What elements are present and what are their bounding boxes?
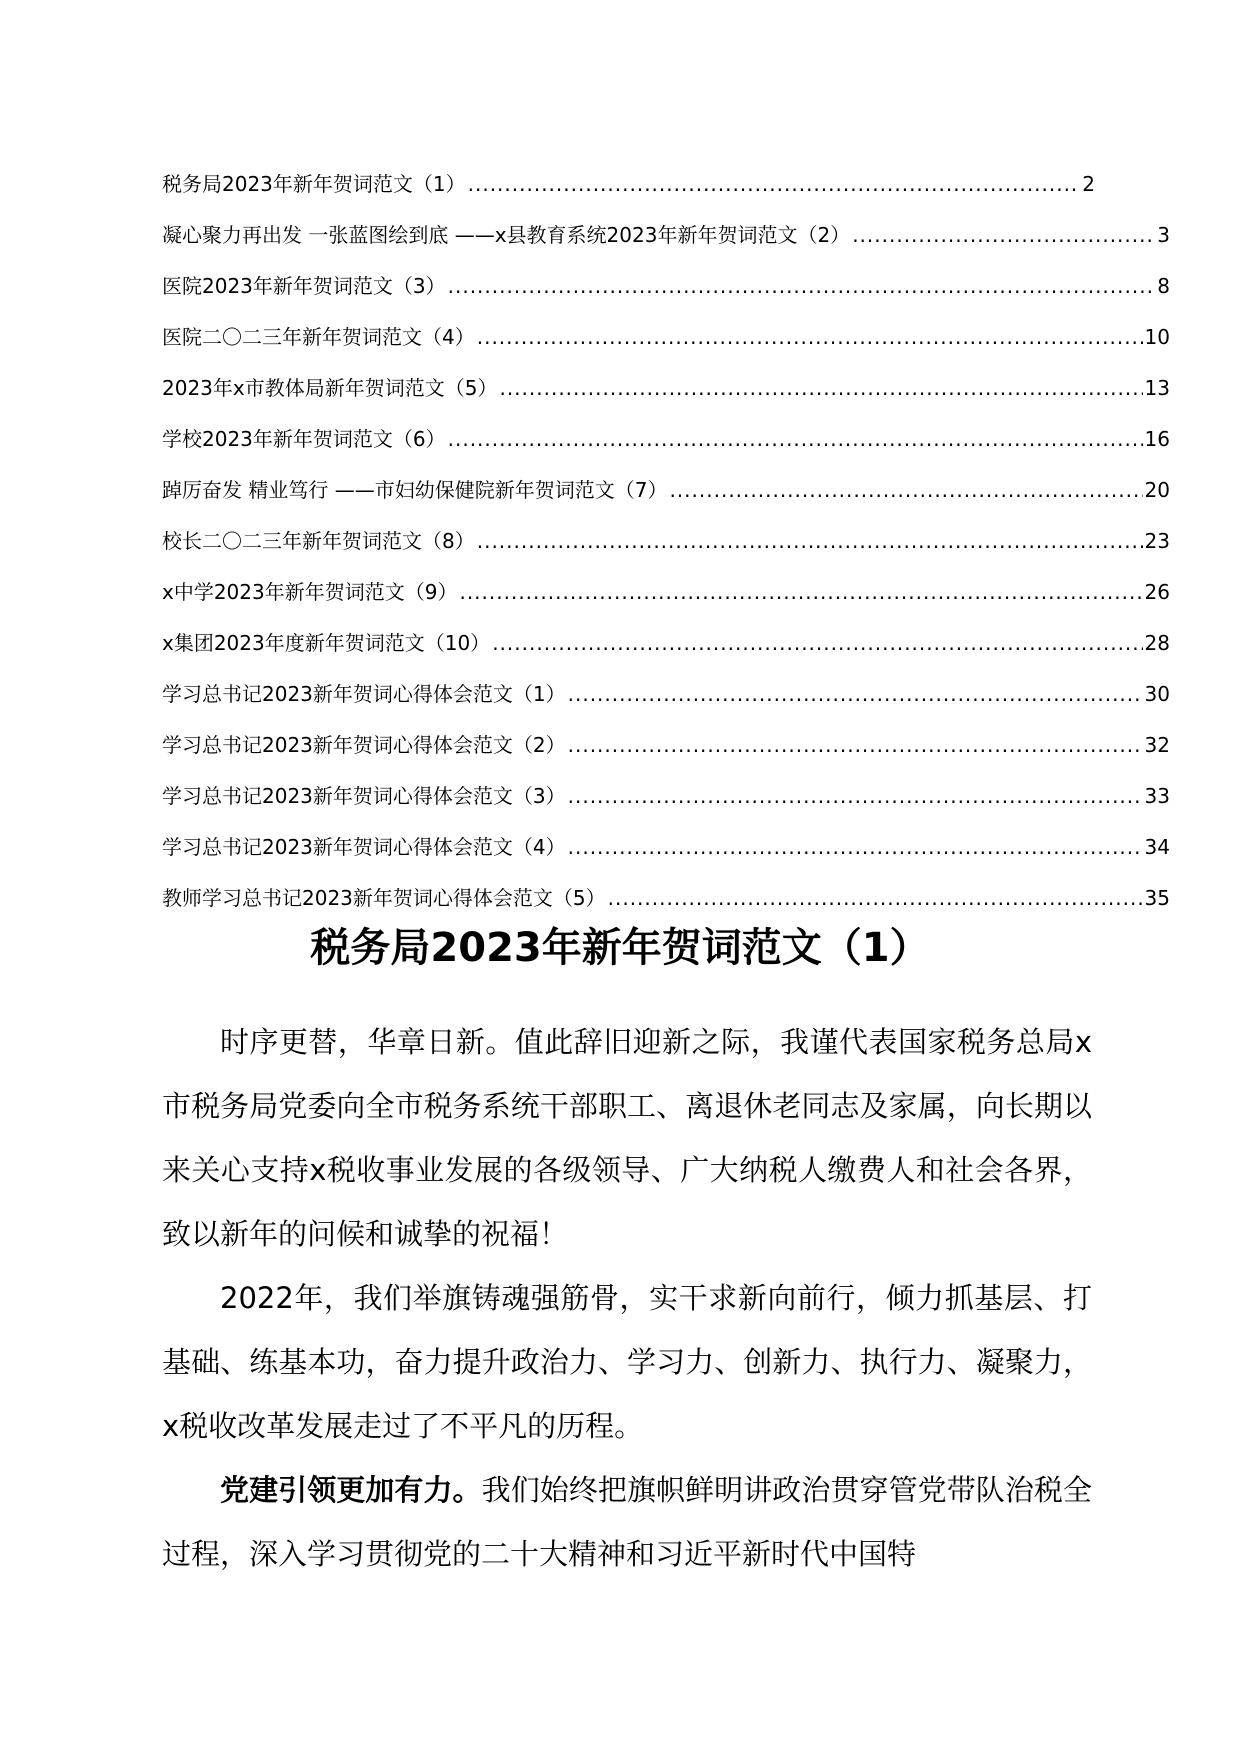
toc-entry[interactable]	[162, 454, 1170, 505]
toc-entry[interactable]	[162, 862, 1170, 913]
toc-entry-title: 学习总书记2023新年贺词心得体会范文（2）	[162, 733, 566, 757]
toc-entry-page: 28	[1144, 631, 1170, 655]
toc-entry-title: 2023年x市教体局新年贺词范文（5）	[162, 376, 498, 400]
toc-entry-title: 医院二〇二三年新年贺词范文（4）	[162, 325, 475, 349]
toc-entry-page: 23	[1144, 529, 1170, 553]
toc-leader-dots	[492, 628, 1142, 658]
paragraph-text: 2022年，我们举旗铸魂强筋骨，实干求新向前行，倾力抓基层、打基础、练基本功，奋力提升政治力、学习力、创新力、执行力、凝聚力，x税收改革发展走过了不平凡的历程。	[162, 1281, 1092, 1443]
toc-leader-dots	[568, 781, 1143, 811]
toc-leader-dots	[568, 832, 1143, 862]
toc-entry-title: 学习总书记2023新年贺词心得体会范文（4）	[162, 835, 566, 859]
toc-leader-dots	[568, 679, 1143, 709]
toc-entry[interactable]	[162, 709, 1170, 760]
toc-entry-title: 踔厉奋发 精业笃行 ——市妇幼保健院新年贺词范文（7）	[162, 478, 668, 502]
toc-entry-page: 3	[1157, 223, 1170, 247]
paragraph-text: 我们始终把旗帜鲜明讲政治贯穿管党带队治税全过程，深入学习贯彻党的二十大精神和习近平新时代中国特	[162, 1473, 1092, 1571]
toc-entry-title: 校长二〇二三年新年贺词范文（8）	[162, 529, 475, 553]
toc-entry[interactable]	[162, 658, 1170, 709]
toc-entry-title: 医院2023年新年贺词范文（3）	[162, 274, 446, 298]
toc-entry[interactable]	[162, 556, 1170, 607]
toc-leader-dots	[568, 730, 1143, 760]
paragraph	[162, 1458, 1092, 1586]
toc-entry-page: 16	[1144, 427, 1170, 451]
toc-entry[interactable]	[162, 607, 1170, 658]
document-heading: 税务局2023年新年贺词范文（1）	[310, 925, 930, 971]
toc-entry-page: 10	[1144, 325, 1170, 349]
toc-entry-page: 35	[1144, 886, 1170, 910]
toc-entry[interactable]	[162, 199, 1170, 250]
toc-entry[interactable]	[162, 403, 1170, 454]
toc-entry-page: 26	[1144, 580, 1170, 604]
toc-entry-title: 教师学习总书记2023新年贺词心得体会范文（5）	[162, 886, 606, 910]
toc-entry-title: 学校2023年新年贺词范文（6）	[162, 427, 446, 451]
toc-leader-dots	[459, 577, 1142, 607]
toc-entry[interactable]	[162, 148, 1095, 199]
toc-leader-dots	[477, 526, 1143, 556]
toc-entry[interactable]	[162, 301, 1170, 352]
toc-entry-title: x中学2023年新年贺词范文（9）	[162, 580, 458, 604]
toc-leader-dots	[468, 169, 1081, 199]
toc-leader-dots	[448, 271, 1156, 301]
table-of-contents	[162, 148, 1170, 913]
toc-entry-page: 32	[1144, 733, 1170, 757]
toc-entry-page: 30	[1144, 682, 1170, 706]
toc-leader-dots	[852, 220, 1155, 250]
toc-entry-page: 33	[1144, 784, 1170, 808]
toc-entry-title: 凝心聚力再出发 一张蓝图绘到底 ——x县教育系统2023年新年贺词范文（2）	[162, 223, 851, 247]
paragraph-lead: 党建引领更加有力。	[220, 1473, 482, 1507]
toc-leader-dots	[448, 424, 1143, 454]
toc-entry-title: 学习总书记2023新年贺词心得体会范文（3）	[162, 784, 566, 808]
document-body	[162, 1010, 1092, 1586]
paragraph-text: 时序更替，华章日新。值此辞旧迎新之际，我谨代表国家税务总局x市税务局党委向全市税务系统干部职工、离退休老同志及家属，向长期以来关心支持x税收事业发展的各级领导、广大纳税人缴费人和社会各界，致以新年的问候和诚挚的祝福！	[162, 1025, 1092, 1251]
toc-entry[interactable]	[162, 505, 1170, 556]
toc-entry[interactable]	[162, 352, 1170, 403]
toc-leader-dots	[669, 475, 1142, 505]
toc-entry[interactable]	[162, 811, 1170, 862]
toc-entry-title: x集团2023年度新年贺词范文（10）	[162, 631, 491, 655]
paragraph	[162, 1266, 1092, 1458]
toc-entry-title: 学习总书记2023新年贺词心得体会范文（1）	[162, 682, 566, 706]
toc-entry-page: 20	[1144, 478, 1170, 502]
paragraph	[162, 1010, 1092, 1266]
toc-entry-page: 13	[1144, 376, 1170, 400]
toc-entry[interactable]	[162, 250, 1170, 301]
toc-entry-title: 税务局2023年新年贺词范文（1）	[162, 172, 466, 196]
toc-leader-dots	[499, 373, 1142, 403]
toc-leader-dots	[477, 322, 1143, 352]
toc-entry[interactable]	[162, 760, 1170, 811]
toc-leader-dots	[608, 883, 1143, 913]
toc-entry-page: 2	[1082, 172, 1095, 196]
toc-entry-page: 8	[1157, 274, 1170, 298]
toc-entry-page: 34	[1144, 835, 1170, 859]
